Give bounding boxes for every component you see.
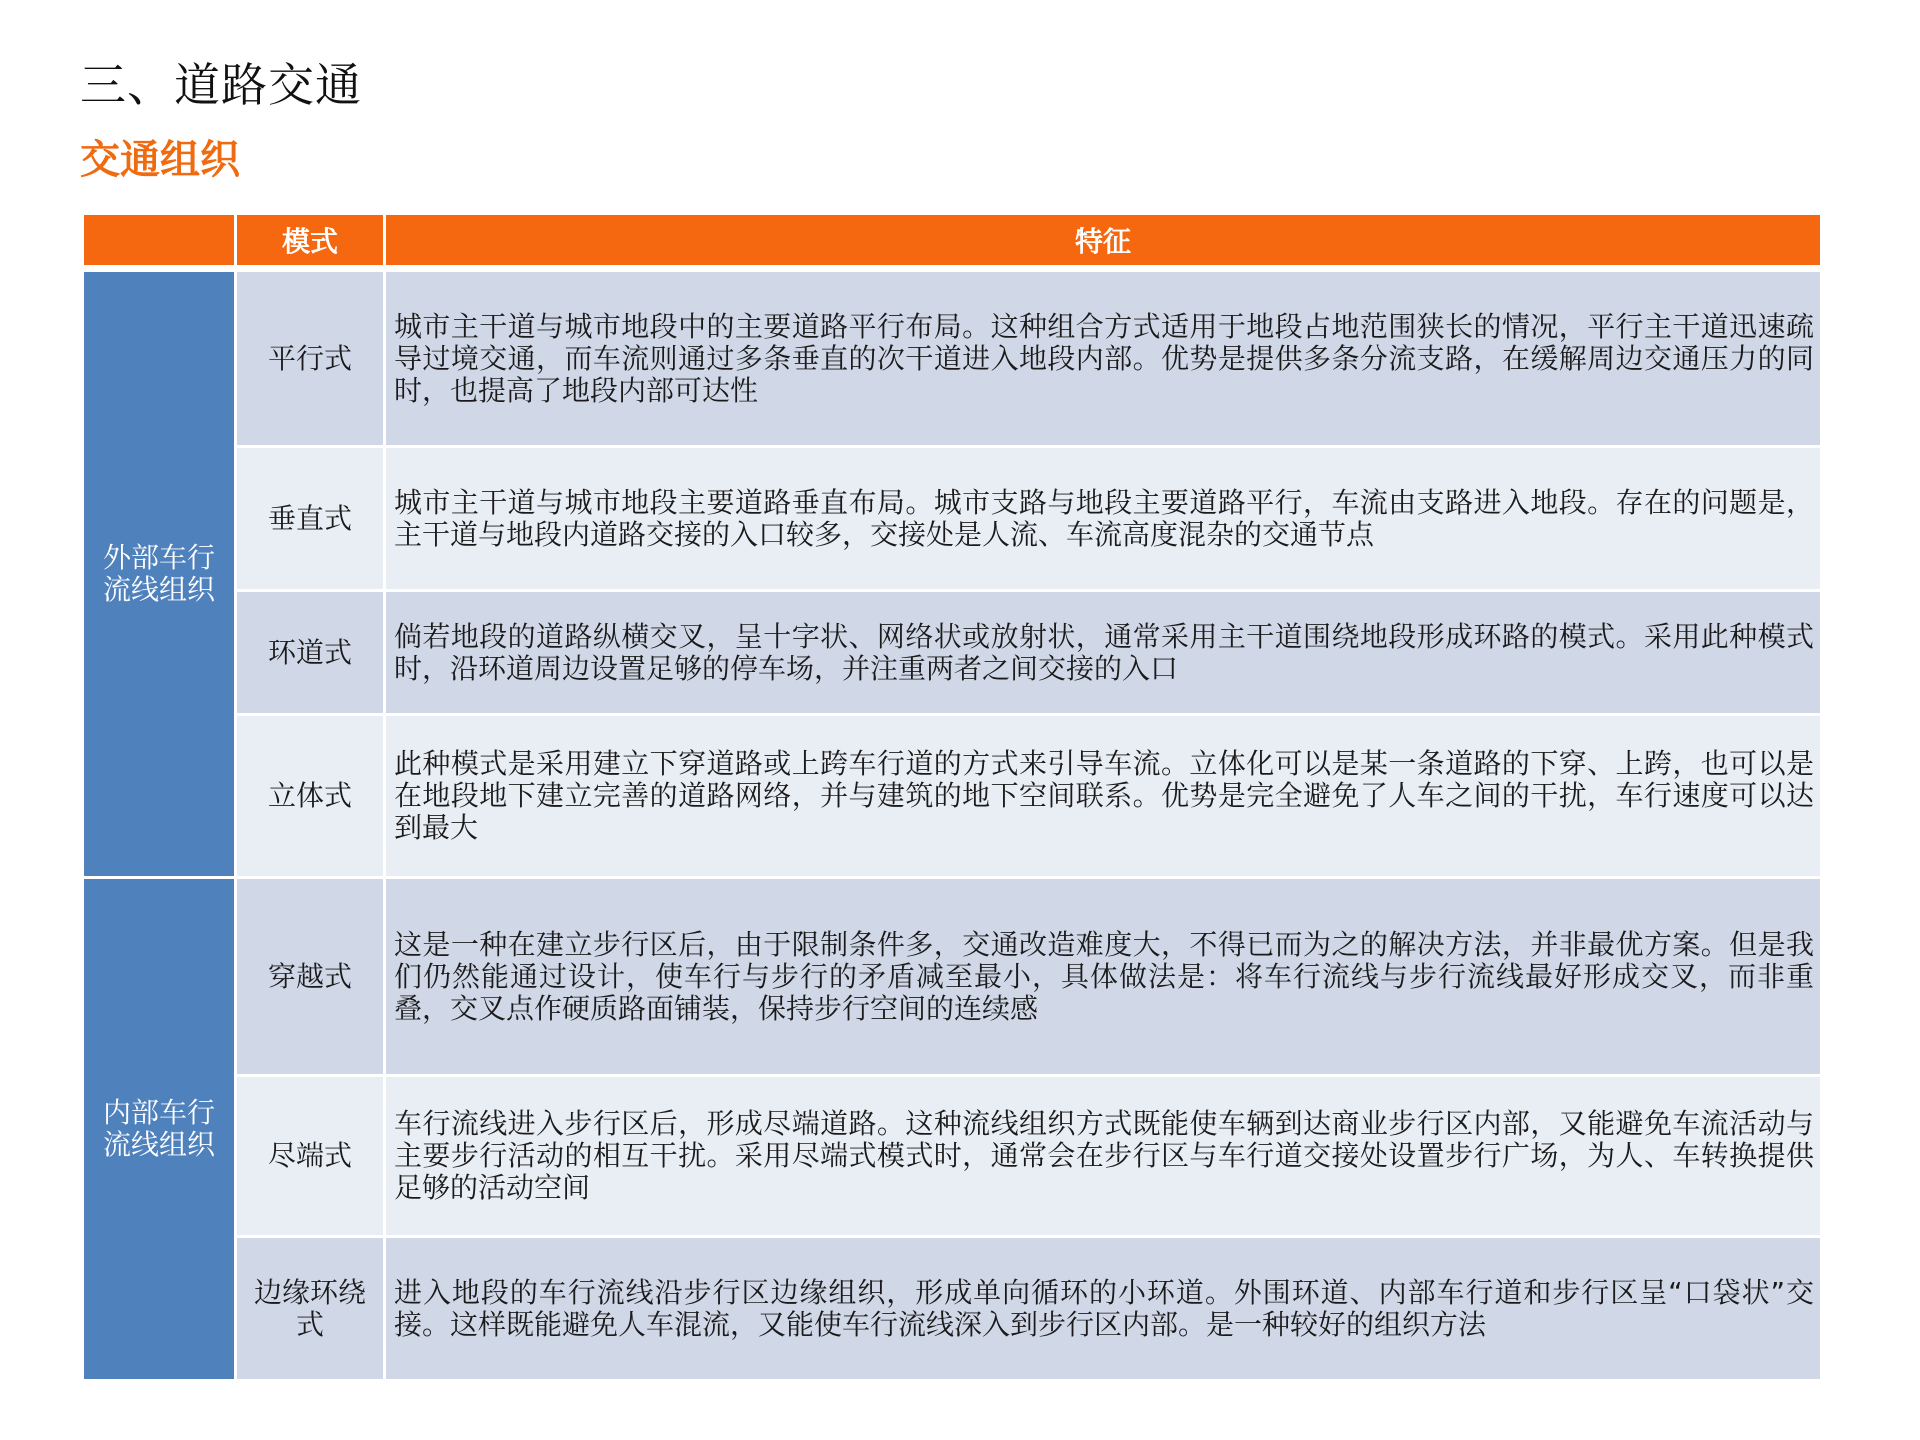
group-label-internal: 内部车行流线组织 <box>84 879 234 1379</box>
feature-cell: 城市主干道与城市地段中的主要道路平行布局。这种组合方式适用于地段占地范围狭长的情况，平行主干道迅速疏导过境交通，而车流则通过多条垂直的次干道进入地段内部。优势是提供多条分流支路，在缓解周边交通压力的同时，也提高了地段内部可达性 <box>386 272 1820 445</box>
feature-cell: 倘若地段的道路纵横交叉，呈十字状、网络状或放射状，通常采用主干道围绕地段形成环路的模式。采用此种模式时，沿环道周边设置足够的停车场，并注重两者之间交接的入口 <box>386 592 1820 713</box>
table-row <box>84 272 1820 445</box>
feature-cell: 车行流线进入步行区后，形成尽端道路。这种流线组织方式既能使车辆到达商业步行区内部，又能避免车流活动与主要步行活动的相互干扰。采用尽端式模式时，通常会在步行区与车行道交接处设置步行广场，为人、车转换提供足够的活动空间 <box>386 1077 1820 1235</box>
traffic-organization-table <box>84 215 1820 1382</box>
group-label-external: 外部车行流线组织 <box>84 272 234 876</box>
mode-cell: 立体式 <box>237 716 383 876</box>
feature-cell: 城市主干道与城市地段主要道路垂直布局。城市支路与地段主要道路平行，车流由支路进入地段。存在的问题是，主干道与地段内道路交接的入口较多，交接处是人流、车流高度混杂的交通节点 <box>386 448 1820 589</box>
table-row <box>84 448 1820 589</box>
section-title: 交通组织 <box>80 137 240 183</box>
mode-cell: 平行式 <box>237 272 383 445</box>
page-title: 三、道路交通 <box>80 58 362 112</box>
table-row <box>84 879 1820 1074</box>
table-header-row <box>84 215 1820 269</box>
mode-cell: 穿越式 <box>237 879 383 1074</box>
mode-cell: 尽端式 <box>237 1077 383 1235</box>
mode-cell: 边缘环绕式 <box>237 1238 383 1379</box>
feature-cell: 此种模式是采用建立下穿道路或上跨车行道的方式来引导车流。立体化可以是某一条道路的下穿、上跨，也可以是在地段地下建立完善的道路网络，并与建筑的地下空间联系。优势是完全避免了人车之间的干扰，车行速度可以达到最大 <box>386 716 1820 876</box>
table <box>81 212 1823 1382</box>
feature-cell: 进入地段的车行流线沿步行区边缘组织，形成单向循环的小环道。外围环道、内部车行道和步行区呈“口袋状”交接。这样既能避免人车混流，又能使车行流线深入到步行区内部。是一种较好的组织方法 <box>386 1238 1820 1379</box>
header-cell-mode: 模式 <box>237 215 383 269</box>
table-row <box>84 1238 1820 1379</box>
feature-cell: 这是一种在建立步行区后，由于限制条件多，交通改造难度大，不得已而为之的解决方法，并非最优方案。但是我们仍然能通过设计，使车行与步行的矛盾减至最小，具体做法是：将车行流线与步行流线最好形成交叉，而非重叠，交叉点作硬质路面铺装，保持步行空间的连续感 <box>386 879 1820 1074</box>
header-cell-group <box>84 215 234 269</box>
mode-cell: 垂直式 <box>237 448 383 589</box>
header-cell-feature: 特征 <box>386 215 1820 269</box>
table-row <box>84 592 1820 713</box>
mode-cell: 环道式 <box>237 592 383 713</box>
table-row <box>84 1077 1820 1235</box>
table-row <box>84 716 1820 876</box>
